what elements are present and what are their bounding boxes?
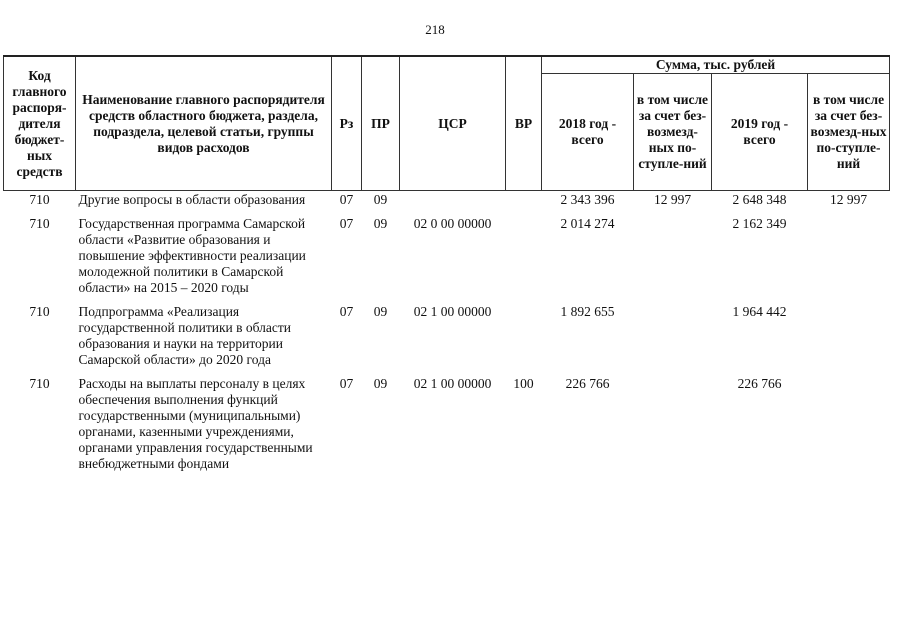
header-pr: ПР xyxy=(362,56,400,191)
header-2018-free: в том числе за счет без-возмезд-ных по-ступле-ний xyxy=(634,74,712,191)
cell-rz: 07 xyxy=(339,192,354,207)
cell-2018-total: 2 343 396 xyxy=(560,192,615,207)
cell-rz: 07 xyxy=(339,216,354,231)
cell-2018-free xyxy=(634,304,712,376)
cell-2019-total: 226 766 xyxy=(737,376,782,391)
cell-pr: 09 xyxy=(373,304,388,319)
cell-2018-total: 2 014 274 xyxy=(560,216,615,231)
page-number: 218 xyxy=(425,22,445,37)
cell-name: Подпрограмма «Реализация государственной политики в области образования и науки на территории Самарской области» до 2020 года xyxy=(78,304,292,367)
cell-code: 710 xyxy=(29,216,50,231)
header-sum-group: Сумма, тыс. рублей xyxy=(542,56,890,74)
table-header xyxy=(4,56,890,191)
cell-2019-free: 12 997 xyxy=(829,192,868,207)
cell-vr: 100 xyxy=(513,376,534,391)
header-name: Наименование главного распорядителя средств областного бюджета, раздела, подраздела, целевой статьи, группы видов расходов xyxy=(76,56,332,191)
cell-2019-free xyxy=(808,304,890,376)
cell-2019-total: 2 648 348 xyxy=(732,192,787,207)
cell-2018-free xyxy=(634,376,712,480)
table-row xyxy=(4,304,890,376)
cell-2018-total: 226 766 xyxy=(565,376,610,391)
table-body xyxy=(4,191,890,481)
cell-vr xyxy=(506,304,542,376)
cell-rz: 07 xyxy=(339,376,354,391)
cell-name: Другие вопросы в области образования xyxy=(78,192,306,207)
cell-2018-free: 12 997 xyxy=(653,192,692,207)
cell-2019-free xyxy=(808,376,890,480)
cell-pr: 09 xyxy=(373,192,388,207)
cell-vr xyxy=(506,216,542,304)
cell-pr: 09 xyxy=(373,216,388,231)
header-code: Код главного распоря-дителя бюджет-ных средств xyxy=(4,56,76,191)
cell-csr: 02 1 00 00000 xyxy=(413,376,492,391)
header-vr: ВР xyxy=(506,56,542,191)
cell-pr: 09 xyxy=(373,376,388,391)
cell-2019-free xyxy=(808,216,890,304)
budget-table xyxy=(3,55,890,480)
header-2019-free: в том числе за счет без-возмезд-ных по-ступле-ний xyxy=(808,74,890,191)
header-2019-total: 2019 год - всего xyxy=(712,74,808,191)
header-rz: Рз xyxy=(332,56,362,191)
cell-vr xyxy=(506,191,542,217)
table-row xyxy=(4,216,890,304)
cell-2019-total: 2 162 349 xyxy=(732,216,787,231)
cell-2019-total: 1 964 442 xyxy=(732,304,787,319)
cell-name: Государственная программа Самарской области «Развитие образования и повышение эффективности реализации молодежной политики в Самарской области» на 2015 – 2020 годы xyxy=(78,216,306,295)
cell-rz: 07 xyxy=(339,304,354,319)
cell-name: Расходы на выплаты персоналу в целях обеспечения выполнения функций государственными (муниципальными) органами, казенными учреждениями, органами управления государственными внебюджетными фондами xyxy=(78,376,313,471)
cell-code: 710 xyxy=(29,376,50,391)
table-row xyxy=(4,376,890,480)
cell-code: 710 xyxy=(29,192,50,207)
table-row xyxy=(4,191,890,217)
cell-csr: 02 1 00 00000 xyxy=(413,304,492,319)
cell-2018-free xyxy=(634,216,712,304)
cell-code: 710 xyxy=(29,304,50,319)
header-csr: ЦСР xyxy=(400,56,506,191)
cell-csr xyxy=(400,191,506,217)
cell-csr: 02 0 00 00000 xyxy=(413,216,492,231)
cell-2018-total: 1 892 655 xyxy=(560,304,615,319)
header-2018-total: 2018 год - всего xyxy=(542,74,634,191)
